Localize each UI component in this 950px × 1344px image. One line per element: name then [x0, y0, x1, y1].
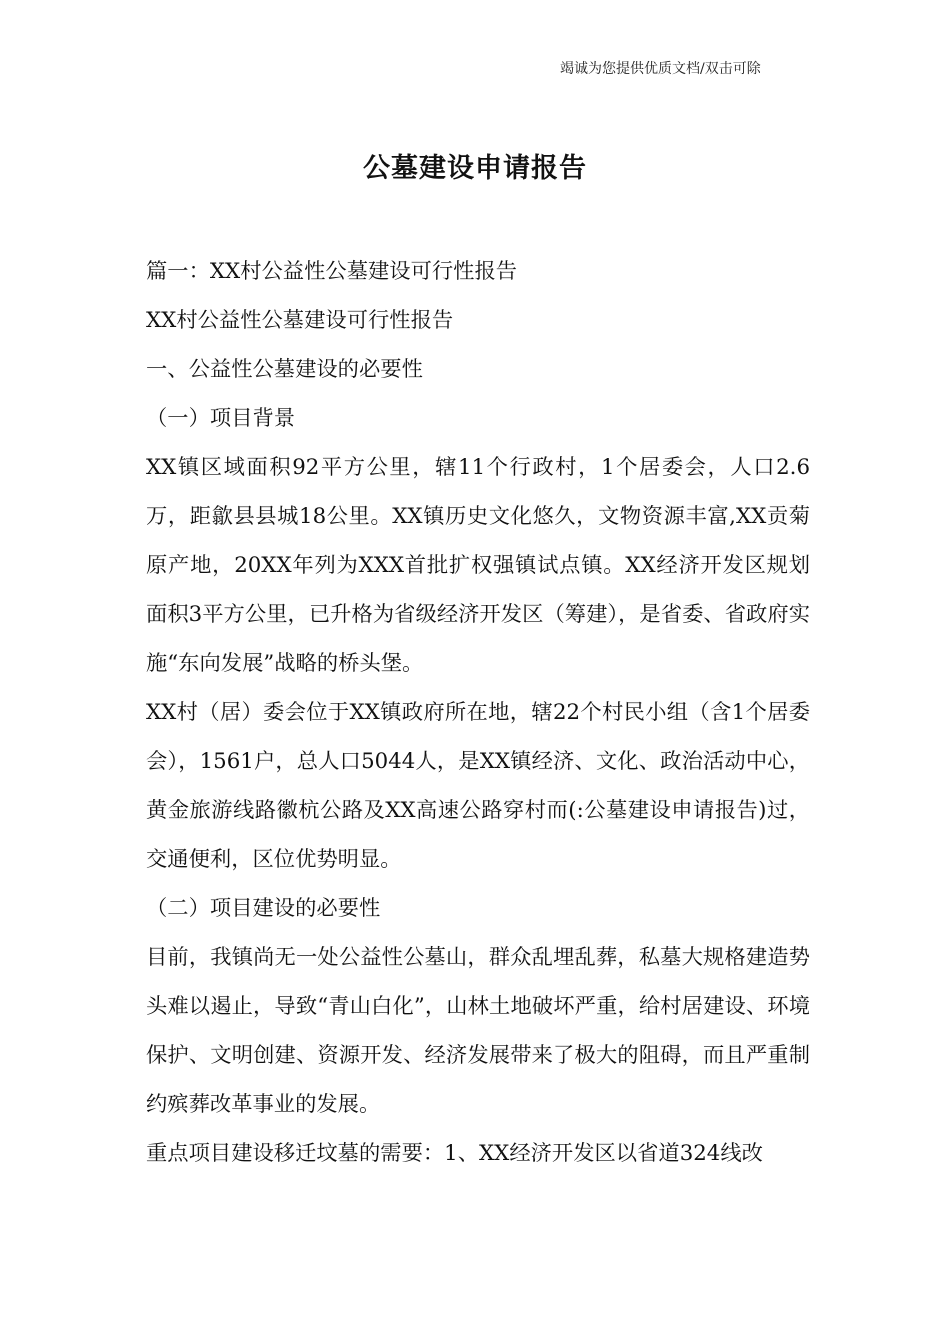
- paragraph-body: XX村（居）委会位于XX镇政府所在地，辖22个村民小组（含1个居委会），1561户，总人口5044人，是XX镇经济、文化、政治活动中心，黄金旅游线路徽杭公路及XX高速公路穿村而(:公墓建设申请报告)过，交通便利，区位优势明显。: [146, 700, 810, 872]
- header-watermark: 竭诚为您提供优质文档/双击可除: [560, 61, 761, 77]
- paragraph-subheading-2: （二）项目建设的必要性: [146, 896, 381, 921]
- paragraph-body: 重点项目建设移迁坟墓的需要：1、XX经济开发区以省道324线改: [146, 1141, 763, 1166]
- paragraph-report-title: XX村公益性公墓建设可行性报告: [146, 308, 454, 333]
- paragraph-heading-1: 一、公益性公墓建设的必要性: [146, 357, 423, 382]
- paragraph-body: XX镇区域面积92平方公里，辖11个行政村，1个居委会，人口2.6万，距歙县县城18公里。XX镇历史文化悠久，文物资源丰富,XX贡菊原产地，20XX年列为XXX首批扩权强镇试点镇。XX经济开发区规划面积3平方公里，已升格为省级经济开发区（筹建），是省委、省政府实施“东向发展”战略的桥头堡。: [146, 455, 810, 676]
- paragraph-subheading-1: （一）项目背景: [146, 406, 296, 431]
- paragraph-section-heading: 篇一：XX村公益性公墓建设可行性报告: [146, 259, 518, 284]
- document-title: 公墓建设申请报告: [363, 153, 587, 184]
- document-body: [146, 247, 810, 1178]
- paragraph-body: 目前，我镇尚无一处公益性公墓山，群众乱埋乱葬，私墓大规格建造势头难以遏止，导致“青山白化”，山林土地破坏严重，给村居建设、环境保护、文明创建、资源开发、经济发展带来了极大的阻碍，而且严重制约殡葬改革事业的发展。: [146, 945, 810, 1117]
